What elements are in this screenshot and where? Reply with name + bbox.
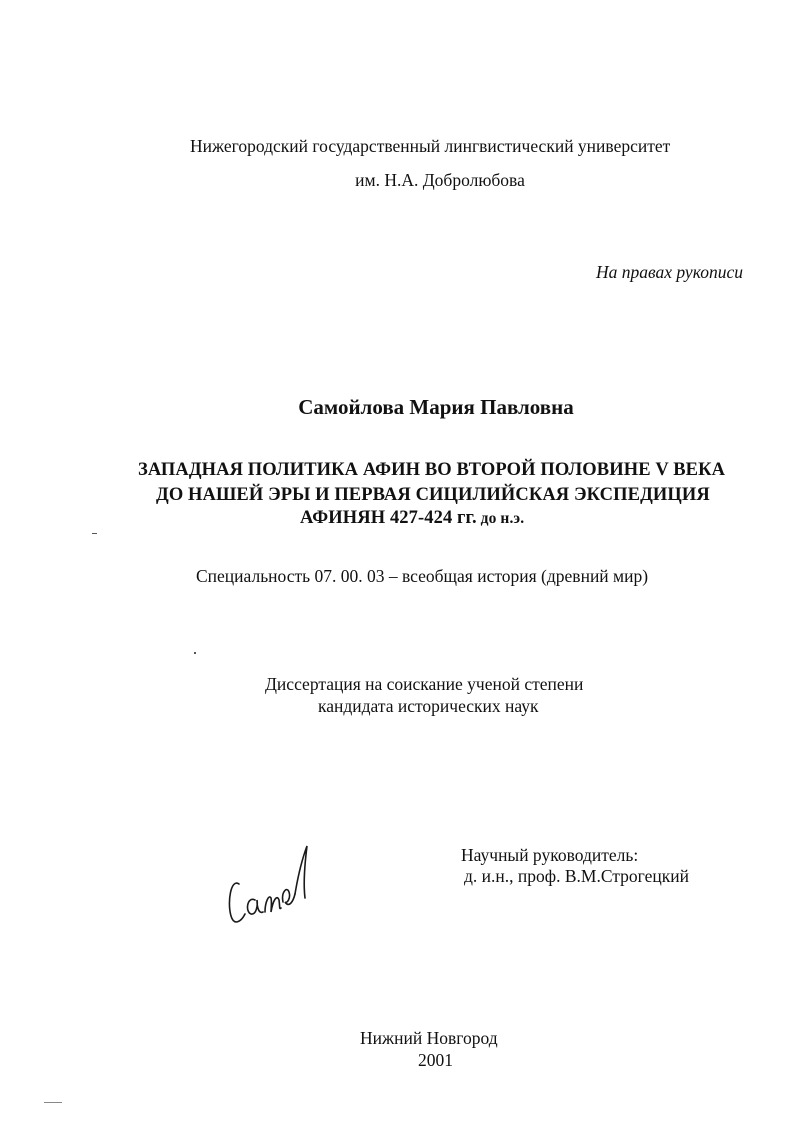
university-named-after: им. Н.А. Добролюбова xyxy=(355,170,525,190)
handwritten-signature xyxy=(225,842,320,932)
thesis-title-line-3-main: АФИНЯН 427-424 гг. xyxy=(300,508,477,528)
scan-speck xyxy=(194,652,196,654)
thesis-title-line-2: ДО НАШЕЙ ЭРЫ И ПЕРВАЯ СИЦИЛИЙСКАЯ ЭКСПЕДИЦИЯ xyxy=(156,485,710,505)
dissertation-line-1: Диссертация на соискание ученой степени xyxy=(265,674,584,694)
thesis-title-line-1: ЗАПАДНАЯ ПОЛИТИКА АФИН ВО ВТОРОЙ ПОЛОВИНЕ V ВЕКА xyxy=(138,460,726,480)
supervisor-label: Научный руководитель: xyxy=(461,845,639,865)
scan-speck xyxy=(44,1102,62,1103)
scan-speck xyxy=(92,533,97,534)
place-of-publication: Нижний Новгород xyxy=(360,1028,498,1048)
publication-year: 2001 xyxy=(418,1050,453,1070)
supervisor-name: д. и.н., проф. В.М.Строгецкий xyxy=(464,866,689,886)
university-name: Нижегородский государственный лингвистический университет xyxy=(190,136,671,156)
thesis-title-line-3 xyxy=(300,508,524,529)
author-name: Самойлова Мария Павловна xyxy=(298,395,574,419)
thesis-title-line-3-era: до н.э. xyxy=(476,510,525,527)
specialty: Специальность 07. 00. 03 – всеобщая история (древний мир) xyxy=(196,566,649,586)
manuscript-rights-note: На правах рукописи xyxy=(596,262,743,282)
dissertation-line-2: кандидата исторических наук xyxy=(318,696,539,716)
